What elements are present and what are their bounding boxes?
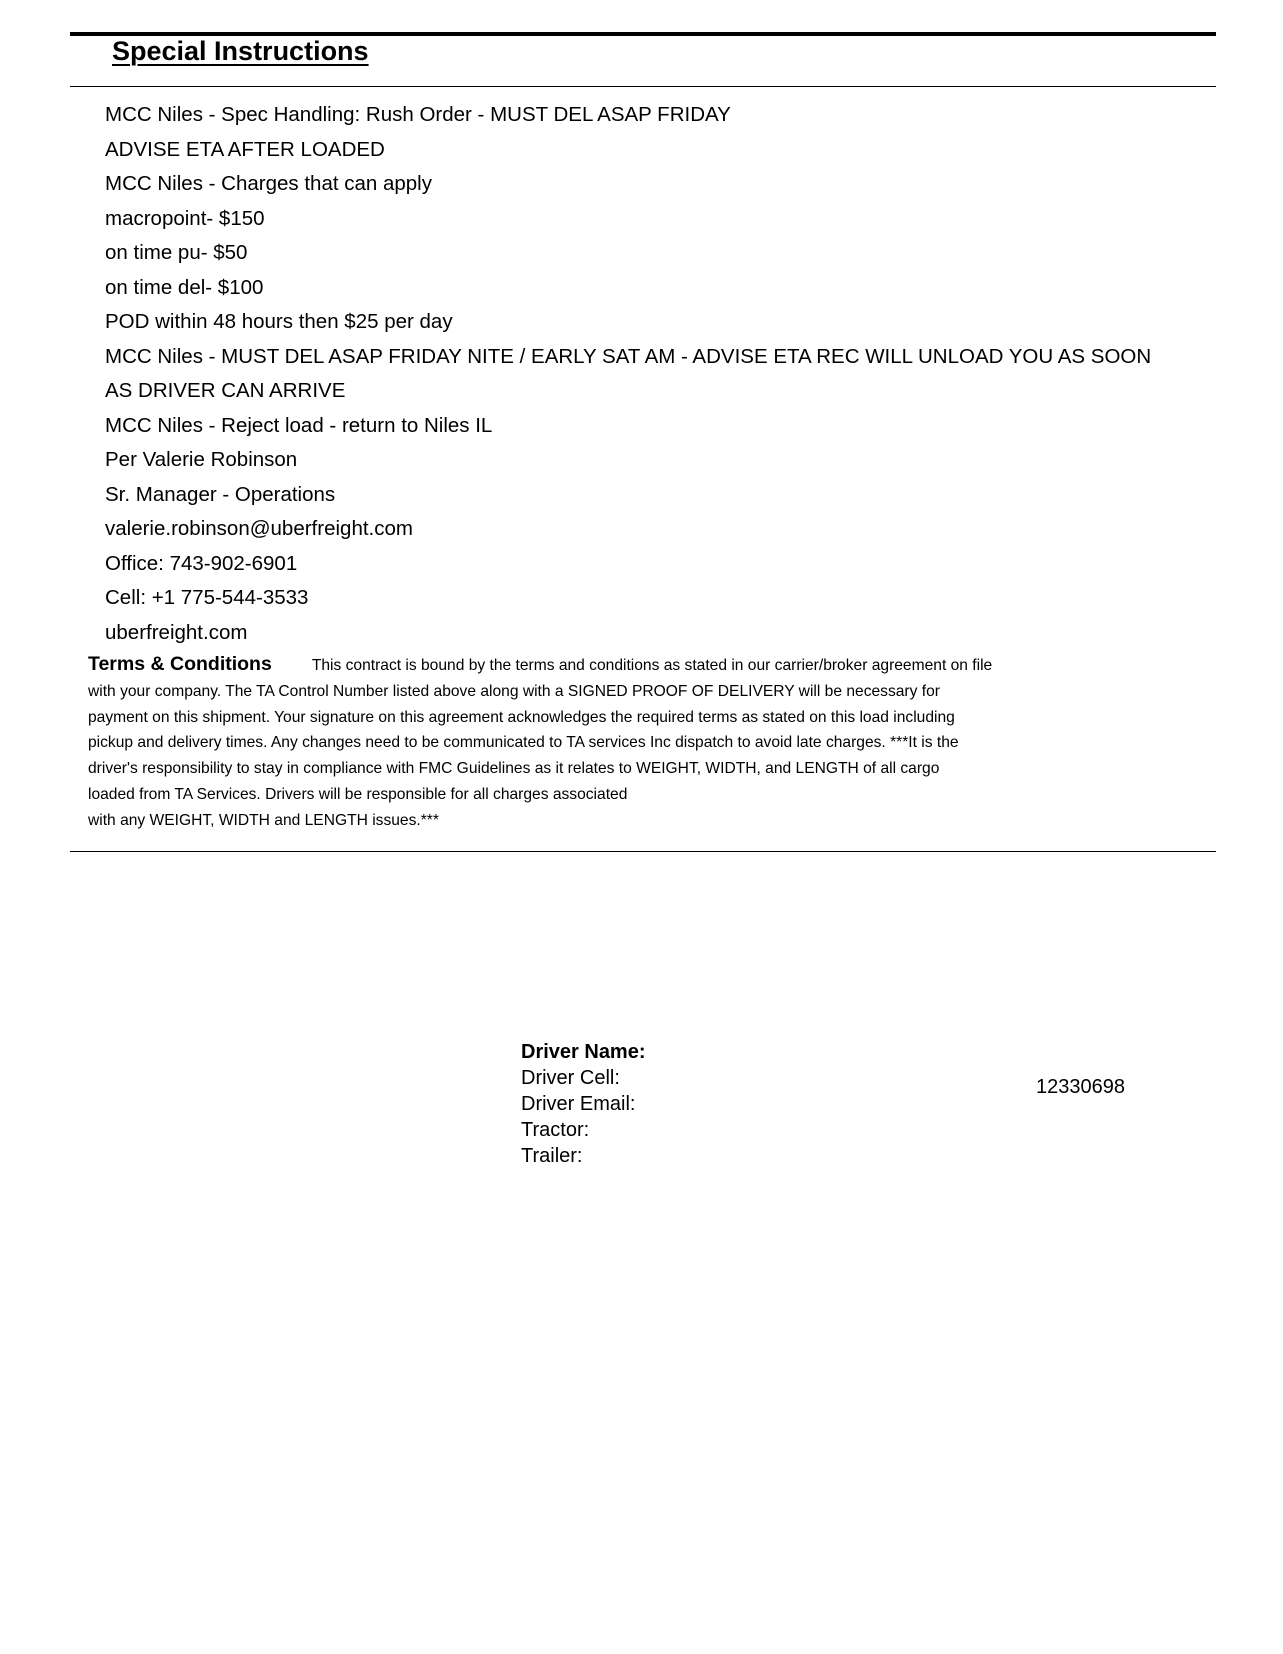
instruction-line: MCC Niles - Spec Handling: Rush Order - MUST DEL ASAP FRIDAY [105, 103, 731, 126]
instruction-line: MCC Niles - Reject load - return to Niles IL [105, 413, 493, 437]
terms-line: with your company. The TA Control Number listed above along with a SIGNED PROOF OF DELIVERY will be necessary for [88, 682, 940, 700]
terms-and-conditions [88, 652, 1128, 834]
instruction-line: AS DRIVER CAN ARRIVE [105, 379, 346, 402]
driver-cell-label: Driver Cell: [521, 1067, 620, 1089]
terms-heading: Terms & Conditions [88, 653, 272, 675]
page-title: Special Instructions [112, 36, 369, 66]
trailer-label: Trailer: [521, 1145, 583, 1167]
terms-line [88, 652, 1128, 679]
instruction-line: on time del- $100 [105, 275, 264, 299]
contact-cell-phone: Cell: +1 775-544-3533 [105, 586, 309, 609]
driver-info-block [521, 1039, 646, 1169]
contact-email: valerie.robinson@uberfreight.com [105, 517, 413, 540]
driver-name-label: Driver Name: [521, 1041, 646, 1063]
section-divider [70, 851, 1216, 852]
instruction-line: POD within 48 hours then $25 per day [105, 310, 453, 333]
special-instructions-list [105, 98, 1215, 650]
tractor-label: Tractor: [521, 1119, 590, 1141]
driver-email-label: Driver Email: [521, 1093, 636, 1115]
terms-line: pickup and delivery times. Any changes need to be communicated to TA services Inc dispatch to avoid late charges. ***It is the [88, 734, 959, 752]
instruction-line: MCC Niles - MUST DEL ASAP FRIDAY NITE / EARLY SAT AM - ADVISE ETA REC WILL UNLOAD YOU AS SOON [105, 344, 1152, 368]
section-divider [70, 86, 1216, 87]
terms-line: payment on this shipment. Your signature on this agreement acknowledges the required terms as stated on this load including [88, 708, 955, 726]
instruction-line: Per Valerie Robinson [105, 448, 298, 471]
terms-text: This contract is bound by the terms and conditions as stated in our carrier/broker agreement on file [311, 657, 993, 674]
contact-website: uberfreight.com [105, 620, 248, 644]
terms-line: driver's responsibility to stay in compliance with FMC Guidelines as it relates to WEIGHT, WIDTH, and LENGTH of all cargo [88, 760, 940, 778]
instruction-line: MCC Niles - Charges that can apply [105, 172, 432, 195]
control-number: 12330698 [1036, 1076, 1125, 1098]
terms-line: loaded from TA Services. Drivers will be responsible for all charges associated [88, 785, 628, 803]
terms-line: with any WEIGHT, WIDTH and LENGTH issues.*** [88, 811, 439, 829]
instruction-line: Sr. Manager - Operations [105, 482, 336, 506]
instruction-line: ADVISE ETA AFTER LOADED [105, 137, 385, 161]
instruction-line: on time pu- $50 [105, 241, 248, 264]
contact-office-phone: Office: 743-902-6901 [105, 551, 298, 575]
instruction-line: macropoint- $150 [105, 206, 265, 230]
